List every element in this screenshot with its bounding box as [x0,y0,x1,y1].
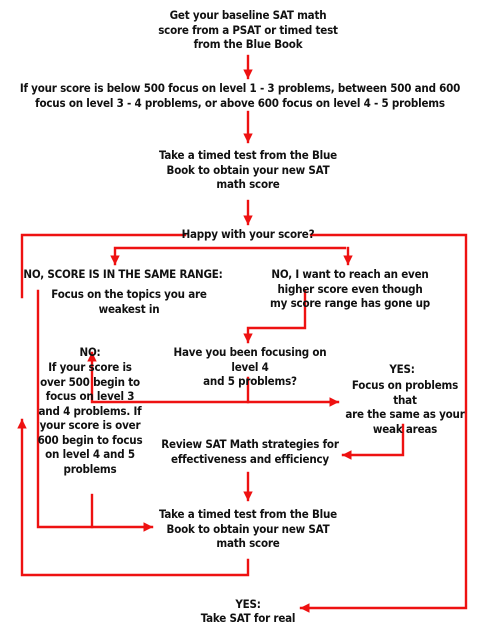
no-same-range-heading: NO, SCORE IS IN THE SAME RANGE: [23,267,223,281]
final-take-sat: Take SAT for real [200,611,296,625]
final-yes-heading: YES: [235,597,261,611]
review-strategies-step: Review SAT Math strategies for effectiveness and efficiency [161,437,339,466]
arrow-to-no-same-range [115,248,345,264]
timed-test-step-1: Take a timed test from the Blue Book to obtain your new SAT math score [159,148,337,191]
happy-question: Happy with your score? [181,227,315,241]
no-heading: NO: [79,345,101,359]
yes-heading: YES: [389,362,415,376]
no-higher-score-branch: NO, I want to reach an even higher score even though my score range has gone up [270,267,430,310]
no-branch-body: If your score is over 500 begin to focus on level 3 and 4 problems. If your score is over 600 begin to focus on level 4 and 5 problems [37,360,143,476]
yes-branch-body: Focus on problems that are the same as your weak areas [345,378,465,436]
no-same-range-body: Focus on the topics you are weakest in [51,287,207,316]
focusing-question: Have you been focusing on level 4 and 5 problems? [173,345,327,388]
level-focus-step: If your score is below 500 focus on level 1 - 3 problems, between 500 and 600 focus on level 3 - 4 problems, or above 600 focus on level 4 - 5 problems [19,81,461,110]
timed-test-step-2: Take a timed test from the Blue Book to obtain your new SAT math score [159,507,337,550]
baseline-step: Get your baseline SAT math score from a PSAT or timed test from the Blue Book [158,8,338,51]
